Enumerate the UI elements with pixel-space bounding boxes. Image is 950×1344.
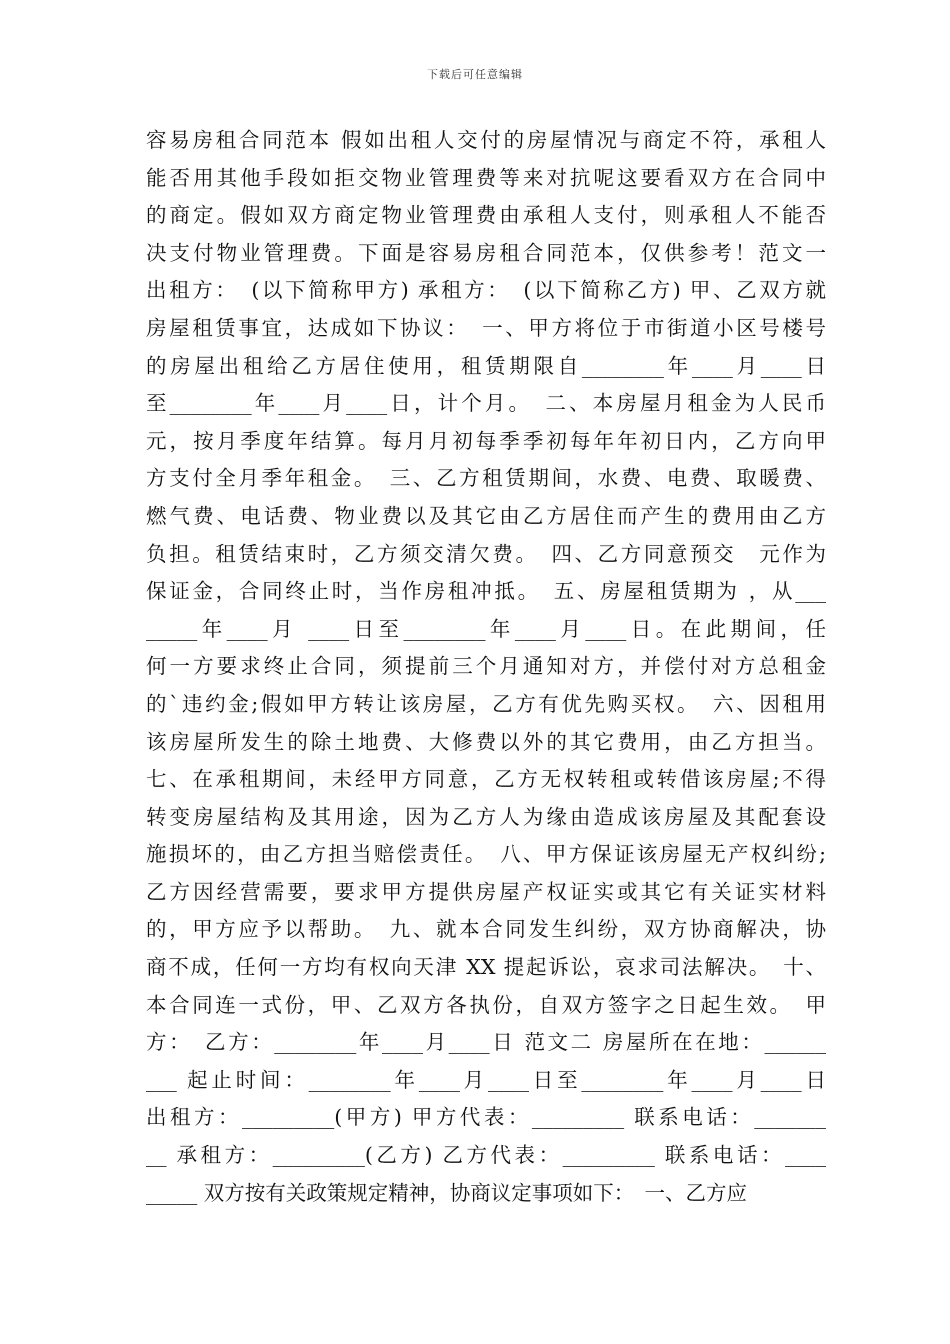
document-text-line: 该房屋所发生的除土地费、大修费以外的其它费用，由乙方担当。: [146, 729, 826, 754]
document-text-line: 的，甲方应予以帮助。 九、就本合同发生纠纷，双方协商解决，协: [146, 917, 826, 942]
document-text-line: 七、在承租期间，未经甲方同意，乙方无权转租或转借该房屋;不得: [146, 767, 826, 792]
document-text-line: 出租方： (以下简称甲方) 承租方： (以下简称乙方) 甲、乙双方就: [146, 278, 826, 303]
document-text-line: 乙方因经营需要，要求甲方提供房屋产权证实或其它有关证实材料: [146, 879, 826, 904]
document-text-line: 的房屋出租给乙方居住使用，租赁期限自________年____月____日: [146, 353, 826, 378]
document-text-line: 商不成，任何一方均有权向天津 XX 提起诉讼，哀求司法解决。 十、: [146, 955, 826, 980]
document-text-line: 保证金，合同终止时，当作房租冲抵。 五、房屋租赁期为 ，从___: [146, 579, 826, 604]
document-text-line: 元，按月季度年结算。每月月初每季季初每年年初日内，乙方向甲: [146, 428, 826, 453]
document-text-line: ___ 起止时间：________年____月____日至________年____月____日: [146, 1067, 826, 1092]
document-text-line: 何一方要求终止合同，须提前三个月通知对方，并偿付对方总租金: [146, 654, 826, 679]
document-text-line: 出租方：_________(甲方) 甲方代表：_________ 联系电话：_______: [146, 1105, 826, 1130]
document-text-line: 能否用其他手段如拒交物业管理费等来对抗呢这要看双方在合同中: [146, 165, 826, 190]
document-text-line: _____ 双方按有关政策规定精神，协商议定事项如下： 一、乙方应: [146, 1180, 748, 1205]
document-text-line: 的`违约金;假如甲方转让该房屋，乙方有优先购买权。 六、因租用: [146, 691, 826, 716]
document-text-line: 决支付物业管理费。下面是容易房租合同范本，仅供参考！范文一: [146, 240, 826, 265]
document-text-line: 房屋租赁事宜，达成如下协议： 一、甲方将位于市街道小区号楼号: [146, 315, 826, 340]
document-body: [146, 122, 826, 1212]
document-text-line: 至________年____月____日，计个月。 二、本房屋月租金为人民币: [146, 391, 826, 416]
document-text-line: 负担。租赁结束时，乙方须交清欠费。 四、乙方同意预交 元作为: [146, 541, 826, 566]
document-text-line: 转变房屋结构及其用途，因为乙方人为缘由造成该房屋及其配套设: [146, 804, 826, 829]
document-text-line: 的商定。假如双方商定物业管理费由承租人支付，则承租人不能否: [146, 203, 826, 228]
page-header-note: 下载后可任意编辑: [427, 68, 523, 81]
document-text-line: 容易房租合同范本 假如出租人交付的房屋情况与商定不符，承租人: [146, 128, 826, 152]
document-text-line: 燃气费、电话费、物业费以及其它由乙方居住而产生的费用由乙方: [146, 503, 826, 528]
document-text-line: __ 承租方：_________(乙方) 乙方代表：_________ 联系电话：____: [146, 1143, 826, 1168]
document-text-line: _____年____月 ____日至________年____月____日。在此期间，任: [146, 616, 826, 641]
document-text-line: 施损坏的，由乙方担当赔偿责任。 八、甲方保证该房屋无产权纠纷;: [146, 842, 826, 867]
document-text-line: 本合同连一式份，甲、乙双方各执份，自双方签字之日起生效。 甲: [146, 992, 826, 1017]
document-text-line: 方： 乙方：________年____月____日 范文二 房屋所在在地：______: [146, 1030, 826, 1055]
document-text-line: 方支付全月季年租金。 三、乙方租赁期间，水费、电费、取暖费、: [146, 466, 826, 491]
